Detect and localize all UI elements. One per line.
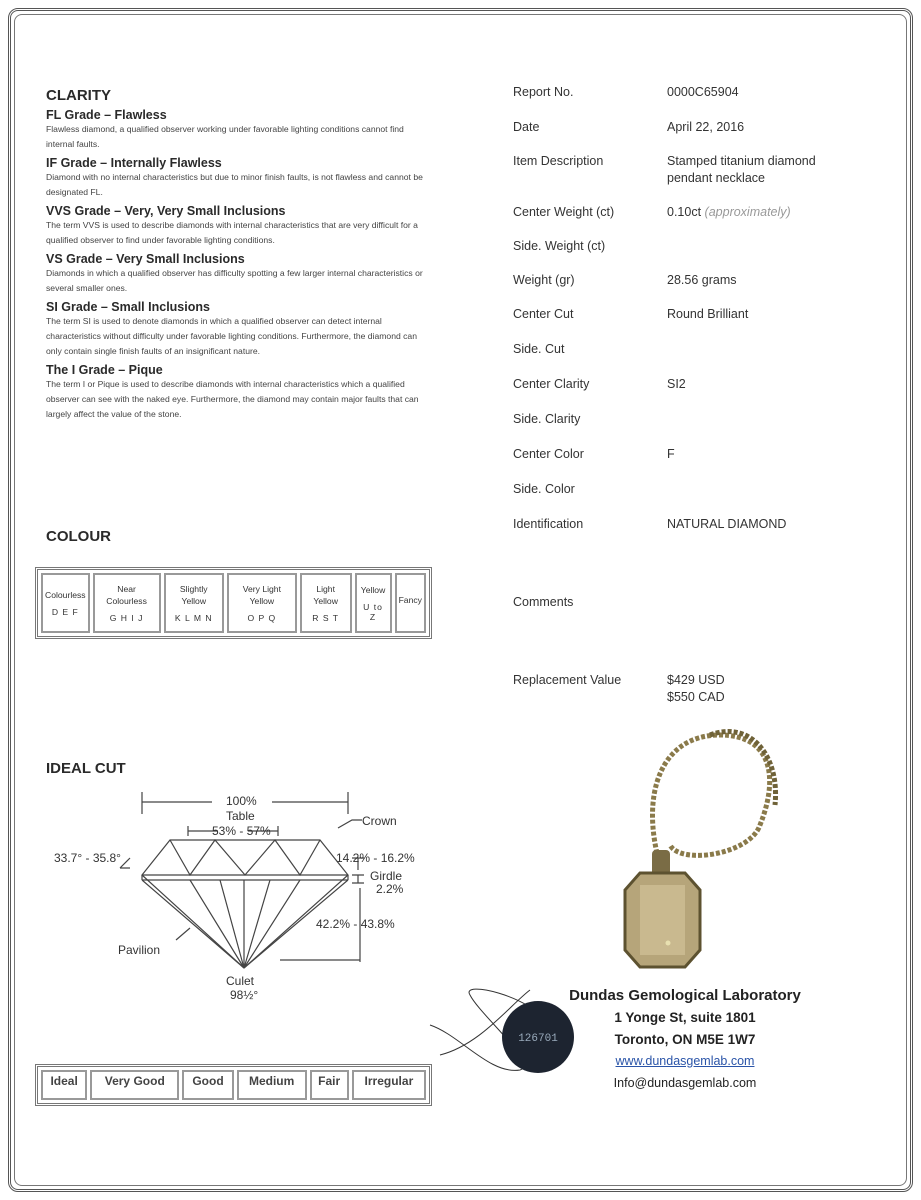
report-value: April 22, 2016	[667, 120, 745, 134]
crown-angle: 33.7° - 35.8°	[54, 851, 121, 865]
cut-grade-cell: Very Good	[90, 1070, 179, 1100]
report-value: Round Brilliant	[667, 307, 749, 321]
report-label: Comments	[513, 595, 574, 609]
colour-grades: G H I J	[109, 613, 144, 623]
clarity-grade-title: VS Grade – Very Small Inclusions	[46, 252, 245, 266]
lab-name: Dundas Gemological Laboratory	[569, 987, 801, 1004]
culet-value: 98½°	[230, 988, 259, 1002]
colour-cell	[164, 573, 224, 633]
report-label: Identification	[513, 517, 584, 531]
report-value: 28.56 grams	[667, 273, 737, 287]
colour-name: Yellow	[360, 585, 386, 595]
report-value: NATURAL DIAMOND	[667, 517, 787, 531]
report-label: Side. Color	[513, 482, 575, 496]
colour-title: COLOUR	[46, 528, 111, 545]
colour-grades: R S T	[312, 613, 340, 623]
colour-cell	[395, 573, 426, 633]
clarity-grade-text: The term SI is used to denote diamonds in which a qualified observer can detect internal characteristics without difficulty under favorable lighting conditions. Furthermore, the diamond can only contain single finish faults of an insignificant nature.	[46, 316, 417, 356]
report-value: 0000C65904	[667, 85, 739, 99]
colour-name: Near Colourless	[106, 584, 147, 606]
report-label: Side. Weight (ct)	[513, 239, 606, 253]
colour-name: Slightly Yellow	[179, 584, 208, 606]
clarity-grade-title: IF Grade – Internally Flawless	[46, 156, 222, 170]
report-label: Report No.	[513, 85, 574, 99]
girdle-value: 2.2%	[376, 882, 404, 896]
clarity-grade-text: Flawless diamond, a qualified observer working under favorable lighting conditions cannot find internal faults.	[46, 124, 404, 149]
cut-grade-cell: Good	[182, 1070, 233, 1100]
lab-info	[555, 985, 815, 1094]
clarity-grade-title: The I Grade – Pique	[46, 363, 163, 377]
pendant-photo	[600, 715, 790, 975]
table-label: Table	[226, 809, 255, 823]
colour-cell	[93, 573, 161, 633]
report-label: Side. Clarity	[513, 412, 581, 426]
report-value: F	[667, 447, 675, 461]
crown-label: Crown	[362, 814, 397, 828]
clarity-grade-title: FL Grade – Flawless	[46, 108, 167, 122]
report-value-2: $550 CAD	[667, 690, 725, 704]
cut-grade-cell: Fair	[310, 1070, 349, 1100]
colour-grades: K L M N	[174, 613, 213, 623]
girdle-label: Girdle	[370, 869, 403, 883]
clarity-grade-text: Diamonds in which a qualified observer has difficulty spotting a few larger internal characteristics or several smaller ones.	[46, 268, 423, 293]
clarity-grade-text: Diamond with no internal characteristics but due to minor finish faults, is not flawless and cannot be designated FL.	[46, 172, 423, 197]
lab-email: Info@dundasgemlab.com	[613, 1076, 757, 1090]
report-note: (approximately)	[704, 205, 791, 219]
report-value: SI2	[667, 377, 686, 391]
cut-grade-cell: Irregular	[352, 1070, 426, 1100]
report-label: Center Weight (ct)	[513, 205, 615, 219]
report-label: Side. Cut	[513, 342, 565, 356]
report-label: Replacement Value	[513, 673, 622, 687]
clarity-title: CLARITY	[46, 87, 111, 104]
colour-name: Colourless	[45, 590, 86, 600]
colour-name: Light Yellow	[313, 584, 338, 606]
colour-grades: O P Q	[247, 613, 277, 623]
culet-label: Culet	[226, 974, 255, 988]
clarity-grade-title: VVS Grade – Very, Very Small Inclusions	[46, 204, 286, 218]
colour-cell	[227, 573, 297, 633]
report-label: Date	[513, 120, 540, 134]
report-value: 0.10ct	[667, 205, 702, 219]
colour-cell	[300, 573, 352, 633]
colour-cell	[41, 573, 90, 633]
cut-grade-cell: Ideal	[41, 1070, 87, 1100]
report-value: $429 USD	[667, 673, 725, 687]
report-label: Item Description	[513, 154, 604, 168]
clarity-section	[46, 87, 426, 422]
clarity-grade-text: The term I or Pique is used to describe diamonds with internal characteristics which a qualified observer can see with the naked eye. Furthermore, the diamond may contain major faults that can largely affect the value of the stone.	[46, 379, 419, 419]
cut-grade-cell: Medium	[237, 1070, 307, 1100]
report-label: Center Cut	[513, 307, 574, 321]
cut-grade-table	[35, 1064, 432, 1106]
colour-grades: D E F	[51, 607, 79, 617]
colour-name: Fancy	[398, 595, 422, 605]
report-label: Center Clarity	[513, 377, 590, 391]
crown-height: 14.2% - 16.2%	[336, 851, 415, 865]
lab-website-link[interactable]: www.dundasgemlab.com	[615, 1054, 755, 1068]
report-label: Weight (gr)	[513, 273, 575, 287]
colour-scale-table	[35, 567, 432, 639]
pavilion-depth: 42.2% - 43.8%	[316, 917, 395, 931]
diameter-label: 100%	[226, 794, 257, 808]
clarity-grade-text: The term VVS is used to describe diamonds with internal characteristics that are very difficult for a qualified observer to find under favorable lighting conditions.	[46, 220, 418, 245]
table-value: 53% - 57%	[212, 824, 271, 838]
clarity-grade-title: SI Grade – Small Inclusions	[46, 300, 210, 314]
ideal-cut-title: IDEAL CUT	[46, 760, 126, 777]
report-value: Stamped titanium diamond pendant necklace	[667, 154, 816, 185]
seal-number: 126701	[518, 1033, 558, 1045]
report-label: Center Color	[513, 447, 584, 461]
colour-grades: U to Z	[363, 602, 383, 622]
colour-name: Very Light Yellow	[242, 584, 281, 606]
colour-cell	[355, 573, 392, 633]
lab-address-1: 1 Yonge St, suite 1801	[614, 1010, 756, 1025]
lab-address-2: Toronto, ON M5E 1W7	[614, 1032, 756, 1047]
pavilion-label: Pavilion	[118, 943, 161, 957]
ideal-cut-diagram	[40, 780, 440, 1010]
